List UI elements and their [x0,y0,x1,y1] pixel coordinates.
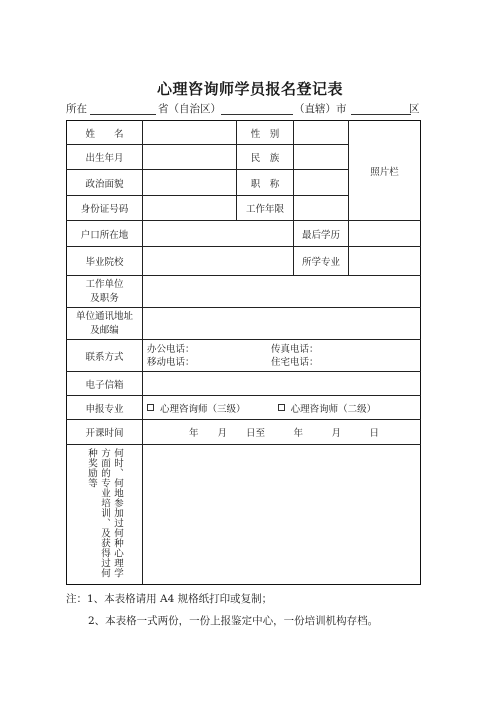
photo-box[interactable] [349,121,421,221]
id-number-field[interactable] [143,196,237,221]
political-field[interactable] [143,170,237,196]
city-blank[interactable] [221,114,293,115]
work-unit-label [67,276,143,308]
ethnicity-field[interactable] [294,145,349,170]
training-history-field[interactable] [143,445,421,585]
work-years-field[interactable] [294,196,349,221]
work-unit-label-line1: 工作单位 [85,278,124,290]
notes [66,588,446,632]
hukou-field[interactable] [143,221,294,247]
home-phone-label: 住宅电话： [271,356,319,368]
political-label: 政治面貌 [67,170,143,196]
photo-label: 照片栏 [370,166,399,178]
training-history-label [67,445,143,585]
gender-label: 性 别 [237,121,294,145]
email-label: 电子信箱 [67,372,143,396]
email-field[interactable] [143,372,421,396]
note-1: 注：1、本表格请用 A4 规格纸打印或复制； [66,593,273,605]
apply-major-options [143,396,421,420]
apply-major-label: 申报专业 [67,396,143,420]
province-label: 省（自治区） [158,103,221,115]
contact-label: 联系方式 [67,340,143,372]
option-level3-label: 心理咨询师（三级） [160,403,246,415]
mobile-label: 移动电话： [147,356,195,368]
office-phone-label: 办公电话： [147,343,195,355]
location-line [66,101,420,117]
checkbox-level3[interactable] [147,404,154,411]
form-title: 心理咨询师学员报名登记表 [156,80,343,98]
option-level2-label: 心理咨询师（二级） [290,403,377,415]
major-label: 所学专业 [294,247,349,276]
address-label [67,308,143,340]
school-field[interactable] [143,247,294,276]
address-field[interactable] [143,308,421,340]
education-field[interactable] [349,221,421,247]
location-prefix: 所在 [66,103,87,115]
name-field[interactable] [143,121,237,145]
id-number-label: 身份证号码 [67,196,143,221]
work-unit-field[interactable] [143,276,421,308]
training-history-text: 何时、何地参加过何种心理学方面的专业培训、及获得过何种奖励等 [86,447,123,578]
job-title-label: 职 称 [237,170,294,196]
district-label: 区 [409,103,420,115]
city-label: （直辖）市 [294,103,347,115]
name-label: 姓 名 [67,121,143,145]
address-label-line1: 单位通讯地址 [75,310,133,322]
registration-table [66,120,421,585]
birth-field[interactable] [143,145,237,170]
fax-label: 传真电话： [271,343,319,355]
district-blank[interactable] [351,114,411,115]
job-title-field[interactable] [294,170,349,196]
class-time-field[interactable]: 年 月 日至 年 月 日 [143,420,421,445]
note-2: 2、本表格一式两份，一份上报鉴定中心，一份培训机构存档。 [88,615,379,627]
address-label-line2: 及邮编 [90,324,119,336]
hukou-label: 户口所在地 [67,221,143,247]
major-field[interactable] [349,247,421,276]
school-label: 毕业院校 [67,247,143,276]
ethnicity-label: 民 族 [237,145,294,170]
gender-field[interactable] [294,121,349,145]
class-time-label: 开课时间 [67,420,143,445]
province-blank[interactable] [90,114,156,115]
work-unit-label-line2: 及职务 [90,292,119,304]
birth-label: 出生年月 [67,145,143,170]
contact-field[interactable] [143,340,421,372]
education-label: 最后学历 [294,221,349,247]
work-years-label: 工作年限 [237,196,294,221]
checkbox-level2[interactable] [278,404,285,411]
